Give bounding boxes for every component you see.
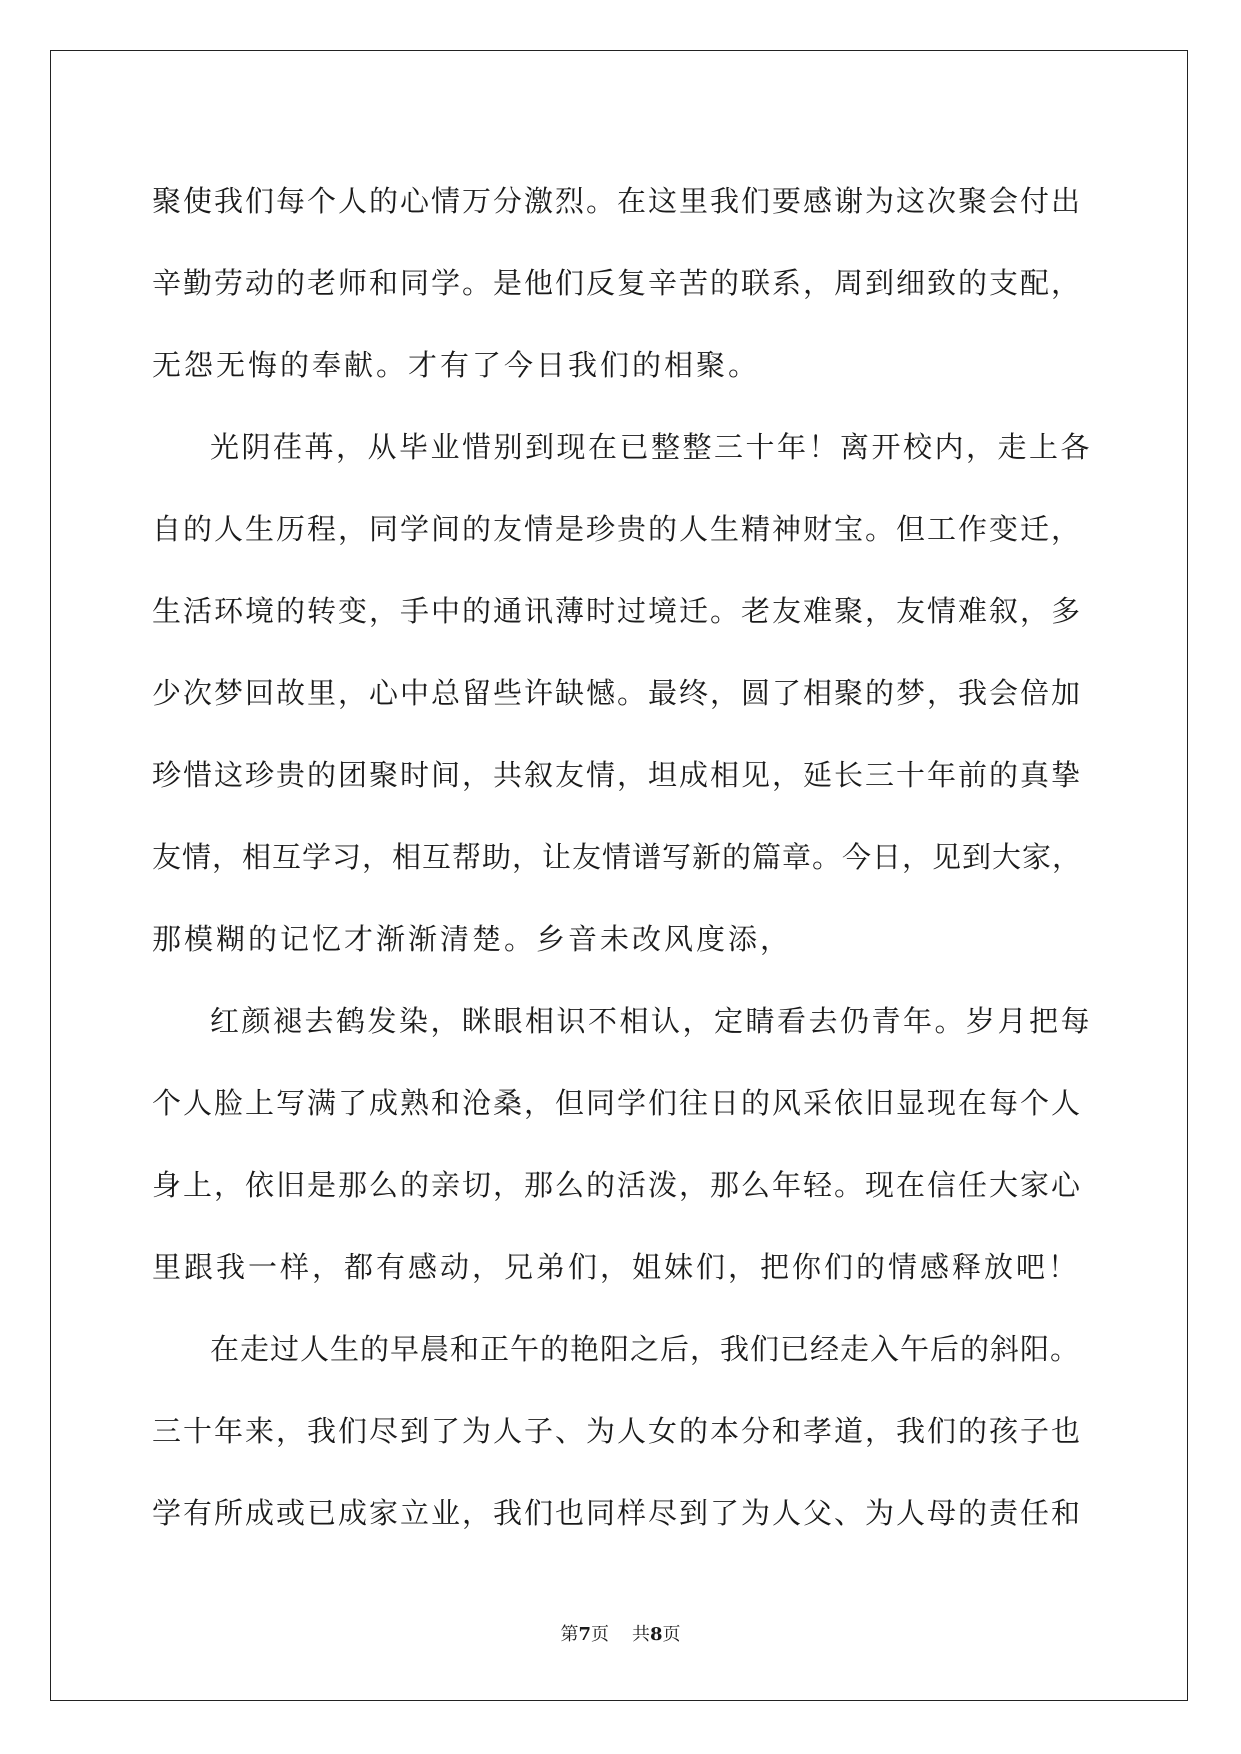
text-line: 聚使我们每个人的心情万分激烈。在这里我们要感谢为这次聚会付出 (152, 184, 1083, 218)
page-footer (0, 1620, 1241, 1646)
footer-total-prefix: 共 (631, 1624, 650, 1645)
text-line: 三十年来，我们尽到了为人子、为人女的本分和孝道，我们的孩子也 (152, 1414, 1083, 1448)
text-line: 生活环境的转变，手中的通讯薄时过境迁。老友难聚，友情难叙，多 (152, 594, 1083, 628)
text-line: 珍惜这珍贵的团聚时间，共叙友情，坦成相见，延长三十年前的真挚 (152, 758, 1083, 792)
text-line: 在走过人生的早晨和正午的艳阳之后，我们已经走入午后的斜阳。 (210, 1332, 1081, 1366)
text-line: 学有所成或已成家立业，我们也同样尽到了为人父、为人母的责任和 (152, 1496, 1083, 1530)
text-line: 个人脸上写满了成熟和沧桑，但同学们往日的风采依旧显现在每个人 (152, 1086, 1083, 1120)
text-line: 友情，相互学习，相互帮助，让友情谱写新的篇章。今日，见到大家， (152, 840, 1083, 874)
text-line: 少次梦回故里，心中总留些许缺憾。最终，圆了相聚的梦，我会倍加 (152, 676, 1083, 710)
text-line: 身上，依旧是那么的亲切，那么的活泼，那么年轻。现在信任大家心 (152, 1168, 1083, 1202)
footer-page-number: 7 (578, 1624, 592, 1645)
footer-prefix: 第 (560, 1624, 579, 1645)
text-line: 自的人生历程，同学间的友情是珍贵的人生精神财宝。但工作变迁， (152, 512, 1083, 546)
text-line: 里跟我一样，都有感动，兄弟们，姐妹们，把你们的情感释放吧！ (152, 1250, 1081, 1284)
text-line: 无怨无悔的奉献。才有了今日我们的相聚。 (152, 348, 761, 382)
text-line: 光阴荏苒，从毕业惜别到现在已整整三十年！离开校内，走上各 (210, 430, 1093, 464)
text-line: 那模糊的记忆才渐渐清楚。乡音未改风度添， (152, 922, 793, 956)
text-line: 辛勤劳动的老师和同学。是他们反复辛苦的联系，周到细致的支配， (152, 266, 1083, 300)
document-body (152, 160, 1092, 1554)
text-line: 红颜褪去鹤发染，眯眼相识不相认，定睛看去仍青年。岁月把每 (210, 1004, 1093, 1038)
footer-total-pages: 8 (649, 1624, 663, 1645)
footer-page-suffix: 页 (591, 1624, 610, 1645)
footer-total-suffix: 页 (662, 1624, 681, 1645)
